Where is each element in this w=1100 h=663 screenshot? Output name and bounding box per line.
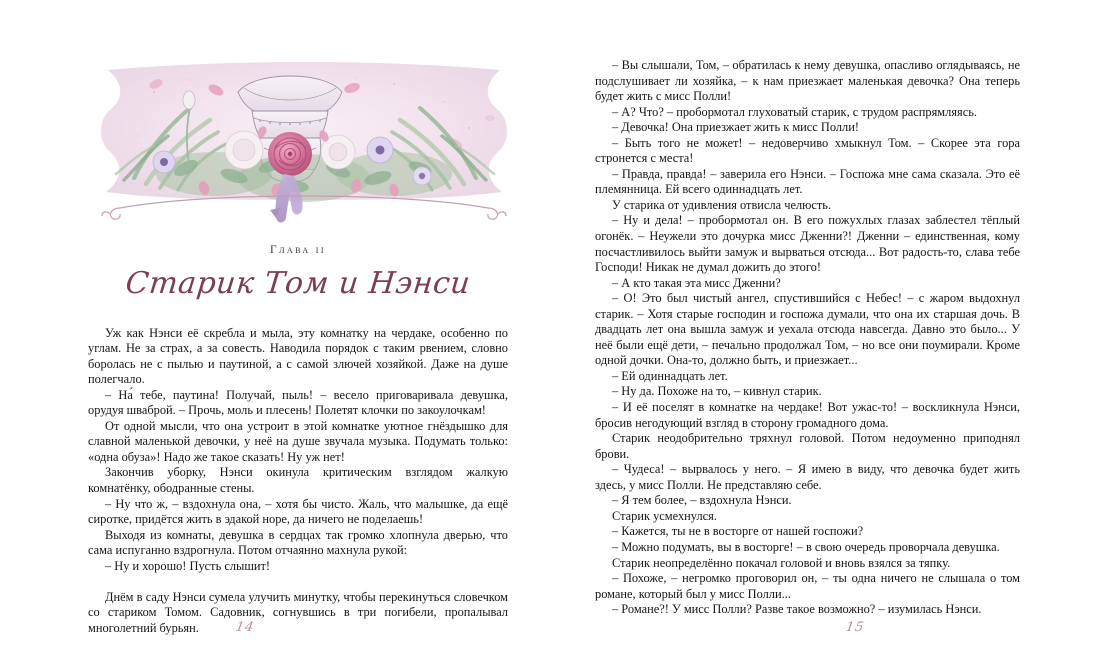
paragraph: – И её поселят в комнатке на чердаке! Вот ужас-то! – воскликнула Нэнси, бросив негодующий взгляд в сторону громадного дома. <box>595 400 1020 430</box>
right-page-body <box>595 58 1020 618</box>
paragraph: – Чудеса! – вырвалось у него. – Я имею в виду, что девочка будет жить здесь, у мисс Полли. Не представляю себе. <box>595 462 1020 492</box>
paragraph: – Похоже, – негромко проговорил он, – ты одна ничего не слышала о том романе, который был у мисс Полли... <box>595 571 1020 601</box>
paragraph: – А кто такая эта мисс Дженни? <box>612 275 781 290</box>
paragraph: – А? Что? – пробормотал глуховатый старик, с трудом распрямляясь. <box>612 104 977 119</box>
chapter-title: Старик Том и Нэнси <box>123 266 473 301</box>
paragraph: – Ну да. Похоже на то, – кивнул старик. <box>612 384 822 399</box>
paragraph: Выходя из комнаты, девушка в сердцах так громко хлопнула дверью, что сама испуганно вздрогнула. Потом отчаянно махнула рукой: <box>88 527 508 558</box>
paragraph: – Ну что ж, – вздохнула она, – хотя бы чисто. Жаль, что малышке, да ещё сиротке, придётся жить в эдакой норе, да ничего не поделаешь! <box>88 496 508 527</box>
paragraph: От одной мысли, что она устроит в этой комнатке уютное гнёздышко для славной маленькой девочки, у неё на душе звучала музыка. Подумать только: «одна обуза»! Надо же такое сказать! Ну уж нет! <box>88 418 508 464</box>
paragraph: – Кажется, ты не в восторге от нашей госпожи? <box>612 524 864 539</box>
paragraph: – Девочка! Она приезжает жить к мисс Полли! <box>612 120 859 135</box>
paragraph: – Ну и дела! – пробормотал он. В его пожухлых глазах заблестел тёплый огонёк. – Неужели это дочурка мисс Дженни?! Дженни – единственная, кому посчастливилось выйти замуж и вырваться отсюда... Вот радость-то, слава тебе Господи! Никак не думал дожить до этого! <box>595 213 1020 275</box>
chapter-label: Глава ii <box>270 244 326 256</box>
page-number-left: 14 <box>234 620 256 635</box>
paragraph: – Ну и хорошо! Пусть слышит! <box>105 558 271 573</box>
paragraph: – На́ тебе, паутина! Получай, пыль! – весело приговаривала девушка, орудуя шваброй. – Прочь, моль и плесень! Полетят клочки по закоулочкам! <box>88 387 508 418</box>
floral-urn-vignette-illustration <box>94 58 514 230</box>
paragraph: – Я тем более, – вздохнула Нэнси. <box>612 493 792 508</box>
paragraph: Старик неодобрительно тряхнул головой. Потом недоуменно приподнял брови. <box>595 431 1020 461</box>
paragraph: Уж как Нэнси её скребла и мыла, эту комнатку на чердаке, особенно по углам. Не за страх, а за совесть. Наводила порядок с таким рвением, словно боролась не с пылью и паутиной, а с самой злючей хозяйкой. Даже на душе полегчало. <box>88 325 508 387</box>
paragraph: – О! Это был чистый ангел, спустившийся с Небес! – с жаром выдохнул старик. – Хотя старые господин и госпожа думали, что она их старшая дочь. В двадцать лет она вышла замуж и уехала отсюда навсегда. Давно это было... У неё были ещё дети, – печально продолжал Том, – но все они поумирали. Кроме одной дочки. Она-то, должно быть, и приезжает... <box>595 291 1020 368</box>
page-number-right: 15 <box>844 620 866 635</box>
paragraph: У старика от удивления отвисла челюсть. <box>612 197 832 212</box>
paragraph: – Быть того не может! – недоверчиво хмыкнул Том. – Скорее эта гора стронется с места! <box>595 135 1020 166</box>
paragraph: Старик неопределённо покачал головой и вновь взялся за тяпку. <box>612 555 951 570</box>
paragraph: – Правда, правда! – заверила его Нэнси. – Госпожа мне сама сказала. Это её племянница. Ей всего одиннадцать лет. <box>595 166 1020 197</box>
paragraph: – Ей одиннадцать лет. <box>612 368 728 383</box>
right-page <box>550 0 1100 663</box>
paragraph: Старик усмехнулся. <box>612 508 717 523</box>
paragraph: – Можно подумать, вы в восторге! – в свою очередь проворчала девушка. <box>612 539 1000 554</box>
left-page-body <box>88 326 508 637</box>
paragraph: Закончив уборку, Нэнси окинула критическим взглядом жалкую комнатёнку, ободранные стены. <box>88 465 508 495</box>
central-rose <box>268 132 312 176</box>
paragraph: Днём в саду Нэнси сумела улучить минутку, чтобы перекинуться словечком со стариком Томом. Садовник, согнувшись в три погибели, пропалывал многолетний бурьян. <box>88 589 508 635</box>
paragraph: – Романе?! У мисс Полли? Разве такое возможно? – изумилась Нэнси. <box>612 602 982 617</box>
paragraph: – Вы слышали, Том, – обратилась к нему девушка, опасливо оглядываясь, не подслушивает ли хозяйка, – к нам приезжает маленькая девочка? Она теперь будет жить с мисс Полли! <box>595 58 1020 104</box>
